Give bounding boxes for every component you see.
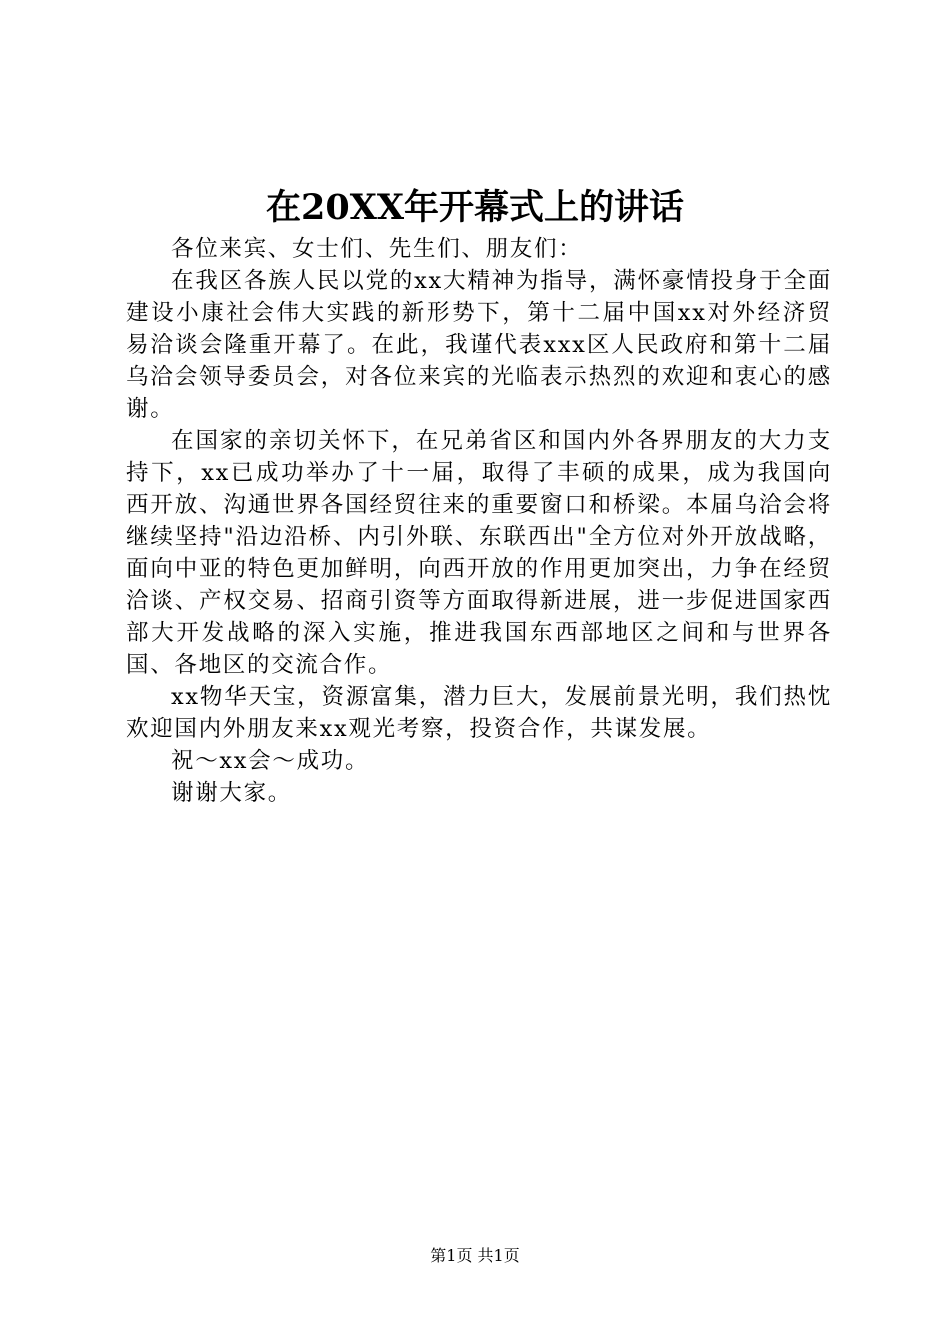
document-title: 在20XX年开幕式上的讲话 — [265, 187, 685, 228]
salutation-paragraph: 各位来宾、女士们、先生们、朋友们： — [171, 236, 583, 262]
body-paragraph: 在国家的亲切关怀下，在兄弟省区和国内外各界朋友的大力支持下，xx已成功举办了十一届，取得了丰硕的成果，成为我国向西开放、沟通世界各国经贸往来的重要窗口和桥梁。本届乌洽会将继续坚持"沿边沿桥、内引外联、东联西出"全方位对外开放战略，面向中亚的特色更加鲜明，向西开放的作用更加突出，力争在经贸洽谈、产权交易、招商引资等方面取得新进展，进一步促进国家西部大开发战略的深入实施，推进我国东西部地区之间和与世界各国、各地区的交流合作。 — [126, 428, 832, 678]
body-paragraph: 在我区各族人民以党的xx大精神为指导，满怀豪情投身于全面建设小康社会伟大实践的新形势下，第十二届中国xx对外经济贸易洽谈会隆重开幕了。在此，我谨代表xxx区人民政府和第十二届乌洽会领导委员会，对各位来宾的光临表示热烈的欢迎和衷心的感谢。 — [126, 268, 832, 422]
page-footer: 第1页 共1页 — [430, 1246, 520, 1265]
document-body — [126, 233, 832, 809]
body-paragraph: xx物华天宝，资源富集，潜力巨大，发展前景光明，我们热忱欢迎国内外朋友来xx观光考察，投资合作，共谋发展。 — [126, 684, 832, 742]
closing-thanks-paragraph: 谢谢大家。 — [171, 780, 293, 806]
closing-wish-paragraph: 祝～xx会～成功。 — [171, 748, 370, 774]
